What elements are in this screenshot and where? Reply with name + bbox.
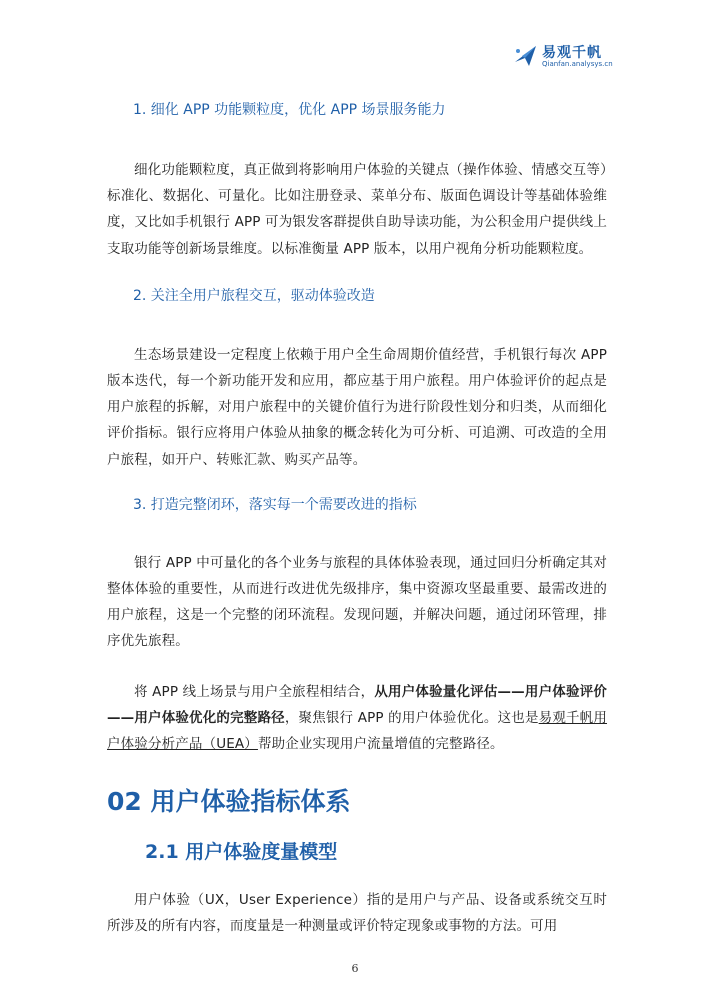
brand-logo bbox=[512, 40, 622, 76]
page-content bbox=[107, 100, 607, 940]
section-2-heading: 2. 关注全用户旅程交互，驱动体验改造 bbox=[133, 287, 375, 304]
logo-domain: Qianfan.analysys.cn bbox=[542, 60, 613, 68]
summary-text-3: 帮助企业实现用户流量增值的完整路径。 bbox=[257, 736, 504, 753]
section-1-paragraph: 细化功能颗粒度，真正做到将影响用户体验的关键点（操作体验、情感交互等）标准化、数据化、可量化。比如注册登录、菜单分布、版面色调设计等基础体验维度，又比如手机银行 APP 可为银发客群提供自助导读功能，为公积金用户提供线上支取功能等创新场景维度。以标准衡量 APP 版本，以用户视角分析功能颗粒度。 bbox=[107, 162, 607, 257]
subsection-title: 2.1 用户体验度量模型 bbox=[145, 841, 338, 864]
section-1-heading: 1. 细化 APP 功能颗粒度，优化 APP 场景服务能力 bbox=[133, 102, 446, 118]
plane-icon bbox=[512, 42, 540, 70]
section-3-paragraph: 银行 APP 中可量化的各个业务与旅程的具体体验表现，通过回归分析确定其对整体体验的重要性，从而进行改进优先级排序，集中资源攻坚最重要、最需改进的用户旅程，这是一个完整的闭环流程。发现问题，并解决问题，通过闭环管理，排序优先旅程。 bbox=[107, 554, 607, 650]
chapter-title: 02 用户体验指标体系 bbox=[107, 787, 351, 817]
subsection-paragraph: 用户体验（UX，User Experience）指的是用户与产品、设备或系统交互时所涉及的所有内容，而度量是一种测量或评价特定现象或事物的方法。可用 bbox=[107, 892, 607, 935]
section-2-paragraph: 生态场景建设一定程度上依赖于用户全生命周期价值经营，手机银行每次 APP 版本迭代，每一个新功能开发和应用，都应基于用户旅程。用户体验评价的起点是用户旅程的拆解，对用户旅程中的关键价值行为进行阶段性划分和归类，从而细化评价指标。银行应将用户体验从抽象的概念转化为可分析、可追溯、可改造的全用户旅程，如开户、转账汇款、购买产品等。 bbox=[107, 346, 607, 468]
summary-text-2: ，聚焦银行 APP 的用户体验优化。这也是 bbox=[284, 709, 539, 726]
section-3-heading: 3. 打造完整闭环，落实每一个需要改进的指标 bbox=[133, 496, 417, 513]
summary-text-1: 将 APP 线上场景与用户全旅程相结合， bbox=[134, 683, 375, 700]
uea-product-link[interactable]: 易观千帆用户体验分析产品（UEA） bbox=[107, 709, 608, 753]
page-number: 6 bbox=[351, 962, 359, 975]
logo-name: 易观千帆 bbox=[542, 45, 602, 61]
summary-paragraph bbox=[107, 679, 607, 758]
summary-bold-path: 从用户体验量化评估——用户体验评价——用户体验优化的完整路径 bbox=[107, 683, 607, 726]
